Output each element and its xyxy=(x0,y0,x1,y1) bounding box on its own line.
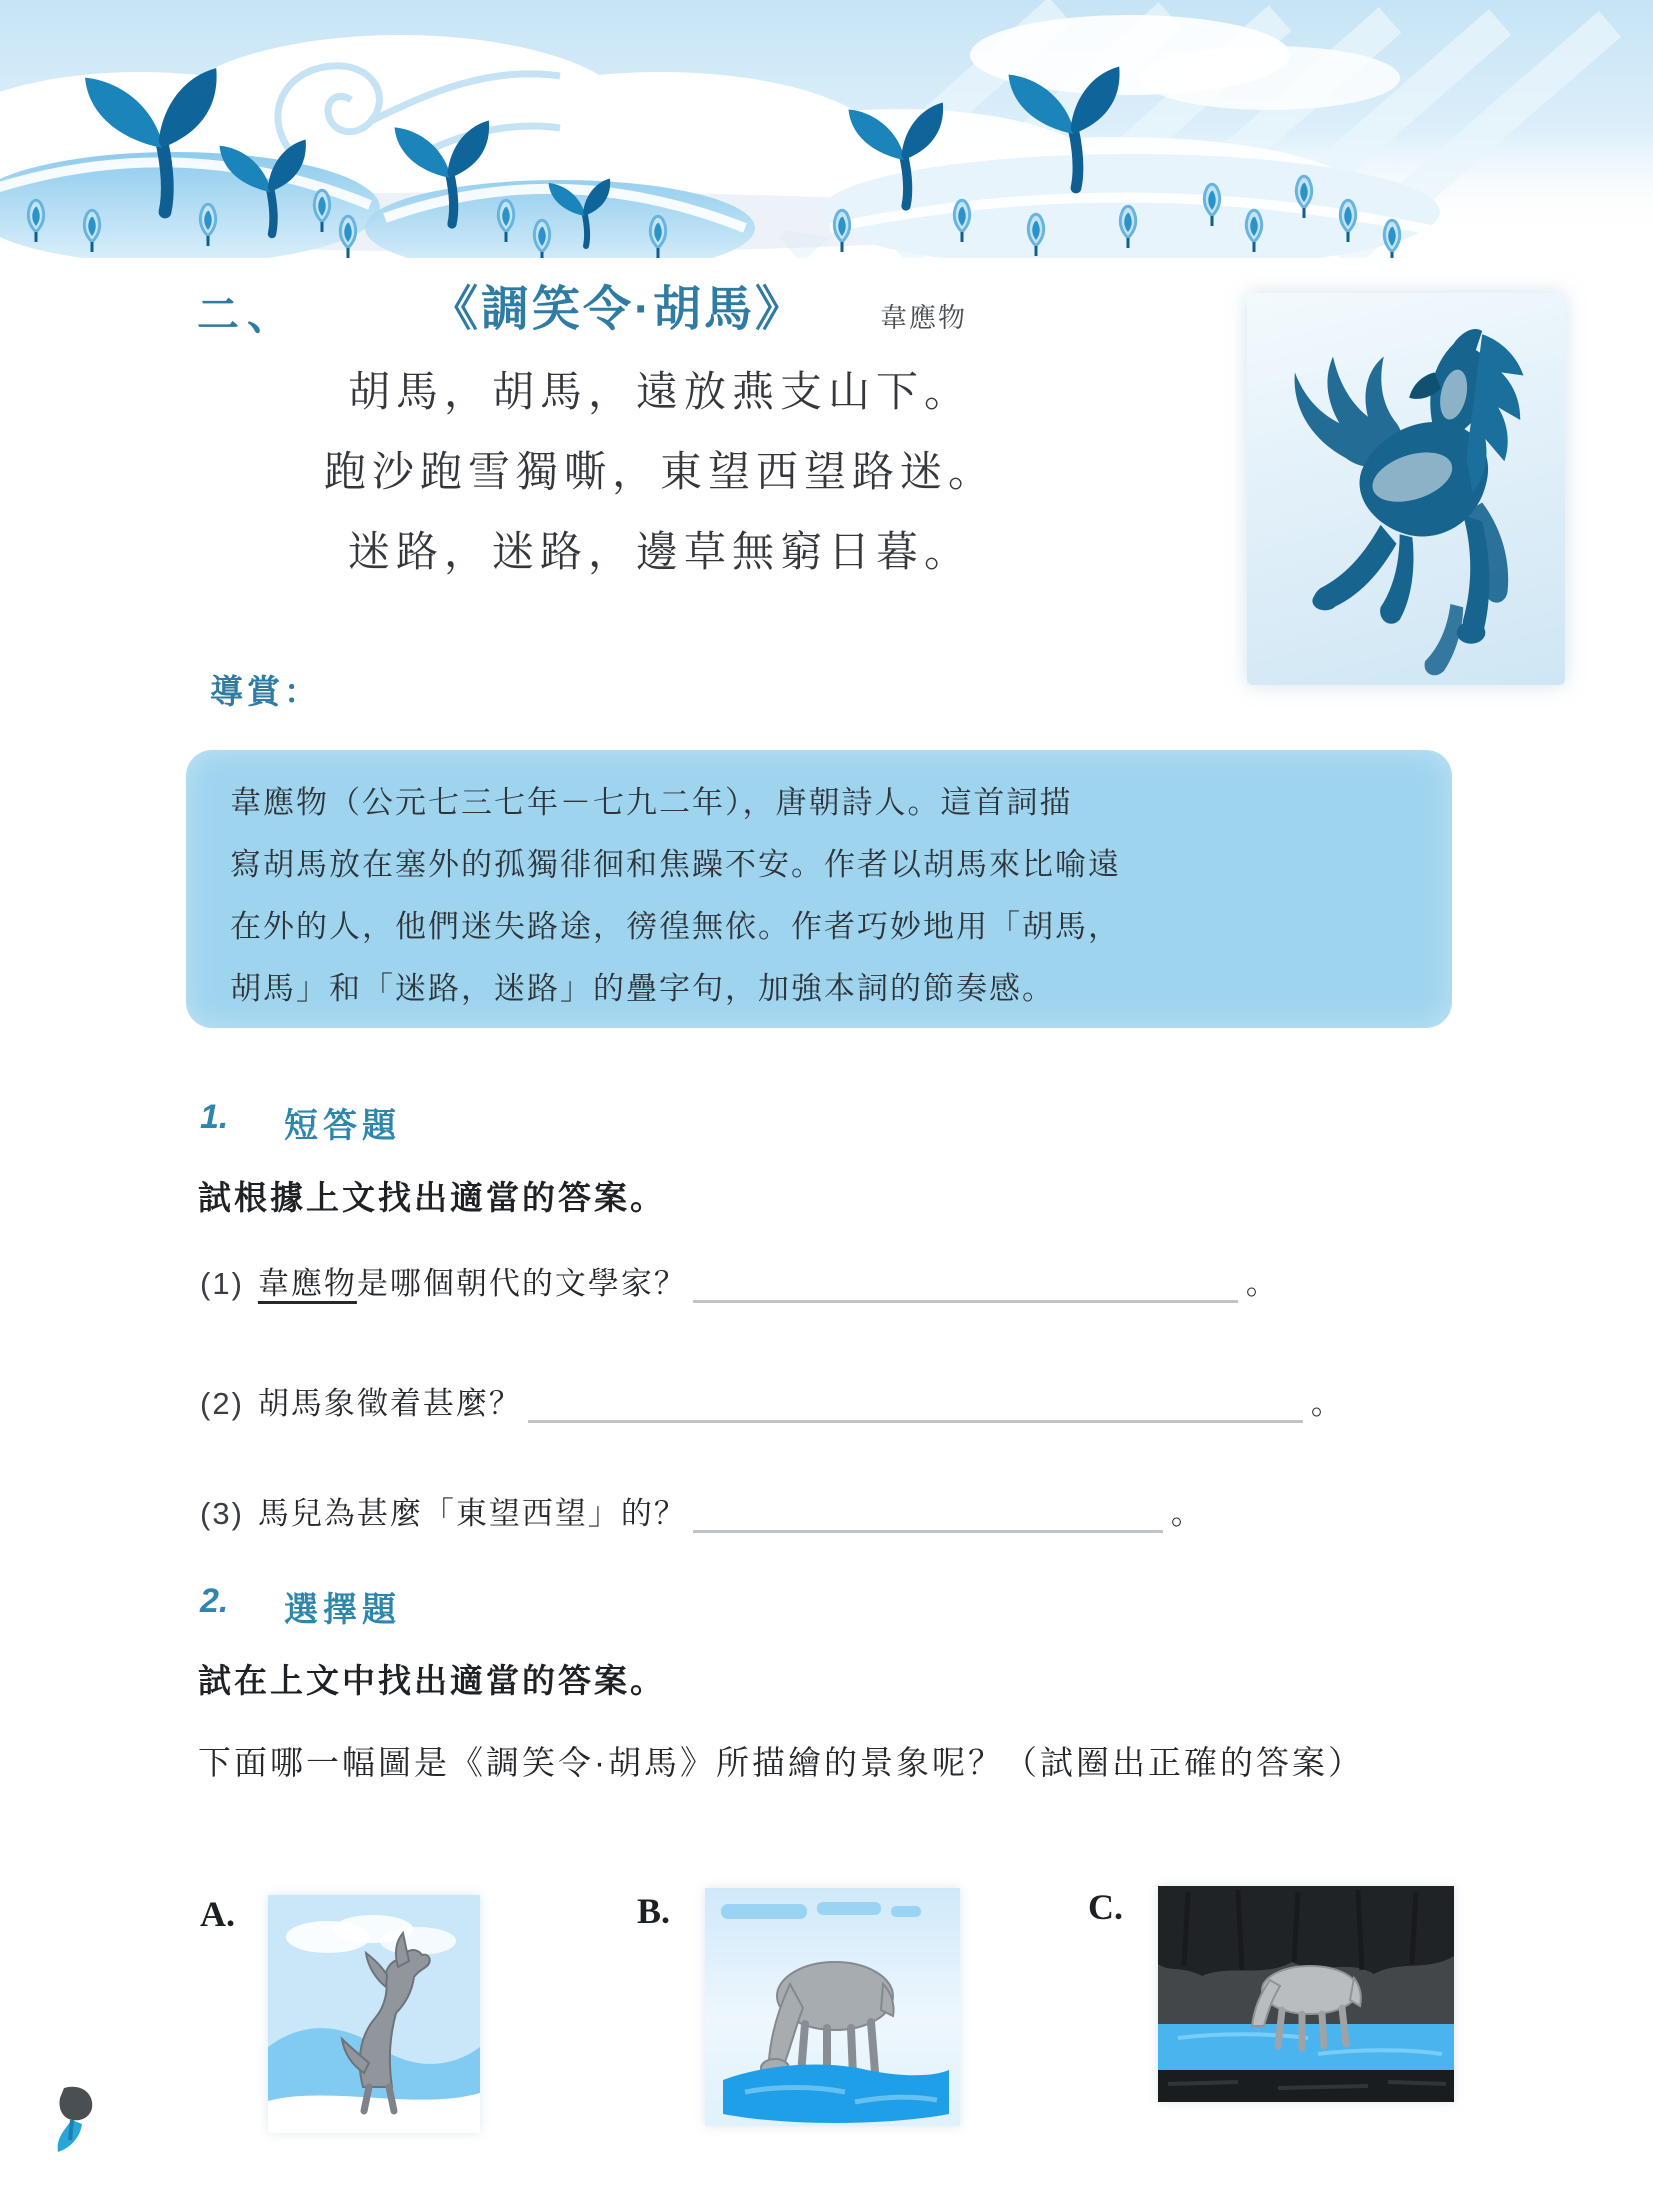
option-b-label: B. xyxy=(637,1891,671,1931)
poem-line-3: 迷路，迷路，邊草無窮日暮。 xyxy=(347,527,972,576)
appreciation-line: 在外的人，他們迷失路途，徬徨無依。作者巧妙地用「胡馬， xyxy=(230,909,1121,944)
poem-title: 《調笑令·胡馬》 xyxy=(430,283,806,336)
section1-instruction: 試根據上文找出適當的答案。 xyxy=(198,1179,666,1216)
question-2-period: 。 xyxy=(1310,1386,1344,1421)
question-1 xyxy=(200,1258,1279,1303)
answer-blank-1[interactable] xyxy=(693,1264,1238,1303)
question-3 xyxy=(200,1488,1204,1533)
question-1-period: 。 xyxy=(1245,1266,1279,1301)
footer-sprout-icon xyxy=(42,2080,102,2156)
question-2 xyxy=(200,1378,1344,1423)
poem-author: 韋應物 xyxy=(880,303,967,333)
ink-horse-illustration xyxy=(1247,293,1565,685)
appreciation-label: 導賞： xyxy=(210,673,321,710)
poem-line-2: 跑沙跑雪獨嘶，東望西望路迷。 xyxy=(323,447,996,496)
header-banner-decoration xyxy=(0,0,1653,258)
answer-blank-3[interactable] xyxy=(693,1494,1163,1533)
section2-title: 選擇題 xyxy=(284,1591,401,1629)
poem-line-1: 胡馬，胡馬，遠放燕支山下。 xyxy=(347,367,972,416)
ink-horse-icon xyxy=(1247,293,1565,685)
question-1-author-underlined: 韋應物 xyxy=(257,1266,357,1301)
question-3-period: 。 xyxy=(1170,1496,1204,1531)
appreciation-box xyxy=(186,750,1452,1028)
question-3-number: (3) xyxy=(200,1496,244,1531)
poem-text xyxy=(150,352,1170,592)
option-a-label: A. xyxy=(200,1894,235,1934)
section2-instruction: 試在上文中找出適當的答案。 xyxy=(198,1662,666,1699)
question-2-text: 胡馬象徵着甚麼？ xyxy=(257,1386,522,1421)
section1-title: 短答題 xyxy=(284,1107,401,1145)
section2-number: 2. xyxy=(200,1582,229,1620)
appreciation-line: 胡馬」和「迷路，迷路」的疊字句，加強本詞的節奏感。 xyxy=(230,971,1055,1006)
section1-number: 1. xyxy=(200,1098,229,1136)
question-3-text: 馬兒為甚麼「東望西望」的？ xyxy=(257,1496,687,1531)
option-c-image[interactable] xyxy=(1158,1886,1454,2102)
section-marker: 二、 xyxy=(197,291,298,338)
question-1-text: 是哪個朝代的文學家？ xyxy=(356,1266,687,1301)
question-2-number: (2) xyxy=(200,1386,244,1421)
question-1-number: (1) xyxy=(200,1266,244,1301)
option-c-label: C. xyxy=(1088,1887,1123,1927)
answer-blank-2[interactable] xyxy=(528,1384,1303,1423)
section2-prompt: 下面哪一幅圖是《調笑令·胡馬》所描繪的景象呢？（試圈出正確的答案） xyxy=(198,1744,1364,1781)
appreciation-line: 寫胡馬放在塞外的孤獨徘徊和焦躁不安。作者以胡馬來比喻遠 xyxy=(230,847,1121,882)
appreciation-line: 韋應物（公元七三七年－七九二年），唐朝詩人。這首詞描 xyxy=(230,785,1073,820)
option-b-image[interactable] xyxy=(705,1888,960,2126)
option-a-image[interactable] xyxy=(268,1895,480,2133)
